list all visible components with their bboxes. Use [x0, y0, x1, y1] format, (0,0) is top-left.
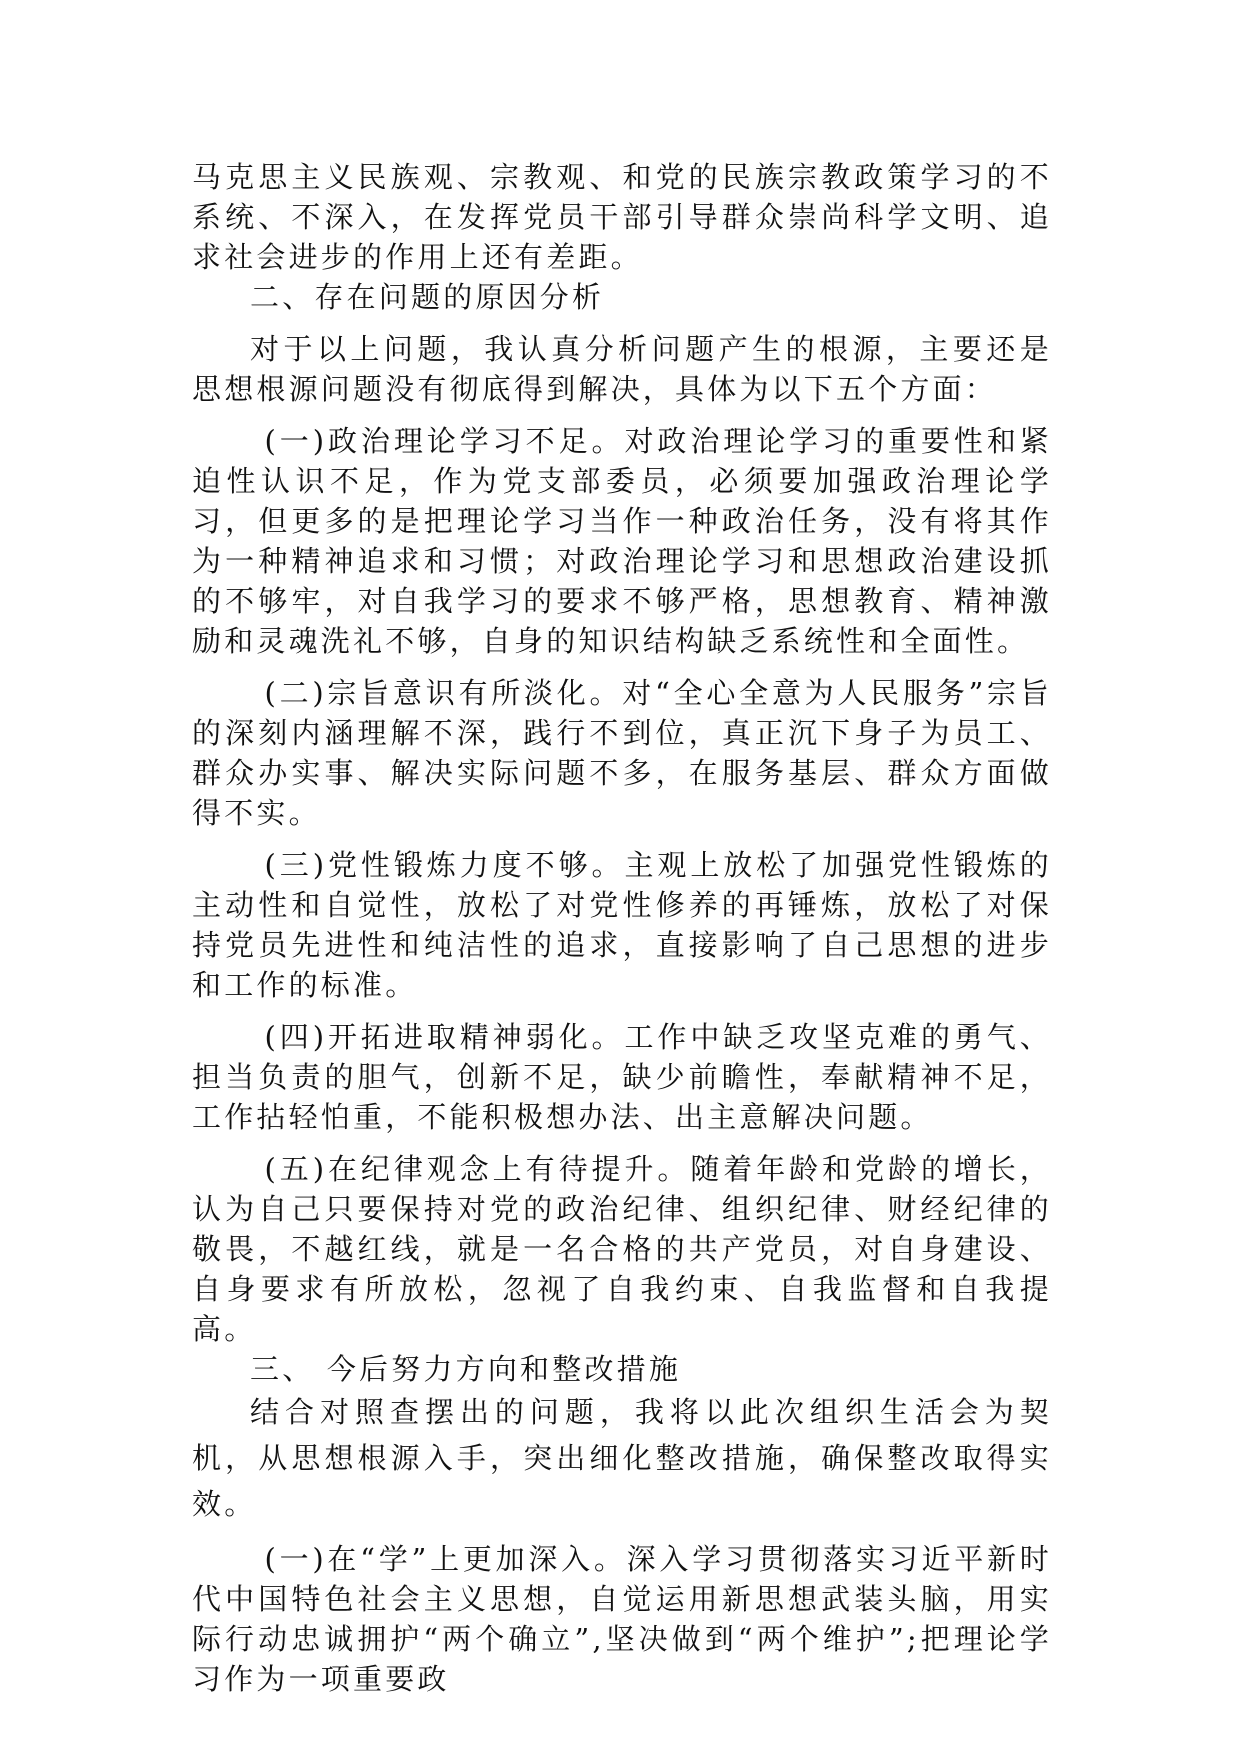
paragraph-intro: 对于以上问题，我认真分析问题产生的根源，主要还是思想根源问题没有彻底得到解决，具体为以下五个方面：	[192, 332, 1052, 406]
section-heading-3: 三、 今后努力方向和整改措施	[250, 1352, 682, 1386]
paragraph-measures-intro: 结合对照查摆出的问题，我将以此次组织生活会为契机，从思想根源入手，突出细化整改措施，确保整改取得实效。	[192, 1395, 1052, 1521]
paragraph-measure-1: (一)在“学”上更加深入。深入学习贯彻落实习近平新时代中国特色社会主义思想，自觉运用新思想武装头脑，用实际行动忠诚拥护“两个确立”,坚决做到“两个维护”;把理论学习作为一项重要政	[192, 1542, 1052, 1696]
paragraph-item-4: (四)开拓进取精神弱化。工作中缺乏攻坚克难的勇气、担当负责的胆气，创新不足，缺少前瞻性，奉献精神不足，工作拈轻怕重，不能积极想办法、出主意解决问题。	[192, 1020, 1052, 1134]
paragraph-continuation: 马克思主义民族观、宗教观、和党的民族宗教政策学习的不系统、不深入，在发挥党员干部引导群众崇尚科学文明、追求社会进步的作用上还有差距。	[192, 160, 1052, 274]
section-heading-2: 二、存在问题的原因分析	[250, 280, 605, 314]
paragraph-item-3: (三)党性锻炼力度不够。主观上放松了加强党性锻炼的主动性和自觉性，放松了对党性修养的再锤炼，放松了对保持党员先进性和纯洁性的追求，直接影响了自己思想的进步和工作的标准。	[192, 848, 1052, 1002]
document-body	[192, 157, 1052, 1699]
paragraph-item-2: (二)宗旨意识有所淡化。对“全心全意为人民服务”宗旨的深刻内涵理解不深，践行不到位，真正沉下身子为员工、群众办实事、解决实际问题不多，在服务基层、群众方面做得不实。	[192, 676, 1052, 830]
paragraph-item-5: (五)在纪律观念上有待提升。随着年龄和党龄的增长，认为自己只要保持对党的政治纪律、组织纪律、财经纪律的敬畏，不越红线，就是一名合格的共产党员，对自身建设、自身要求有所放松，忽视了自我约束、自我监督和自我提高。	[192, 1152, 1052, 1346]
paragraph-item-1: (一)政治理论学习不足。对政治理论学习的重要性和紧迫性认识不足，作为党支部委员，必须要加强政治理论学习，但更多的是把理论学习当作一种政治任务，没有将其作为一种精神追求和习惯；对政治理论学习和思想政治建设抓的不够牢，对自我学习的要求不够严格，思想教育、精神激励和灵魂洗礼不够，自身的知识结构缺乏系统性和全面性。	[192, 424, 1052, 658]
